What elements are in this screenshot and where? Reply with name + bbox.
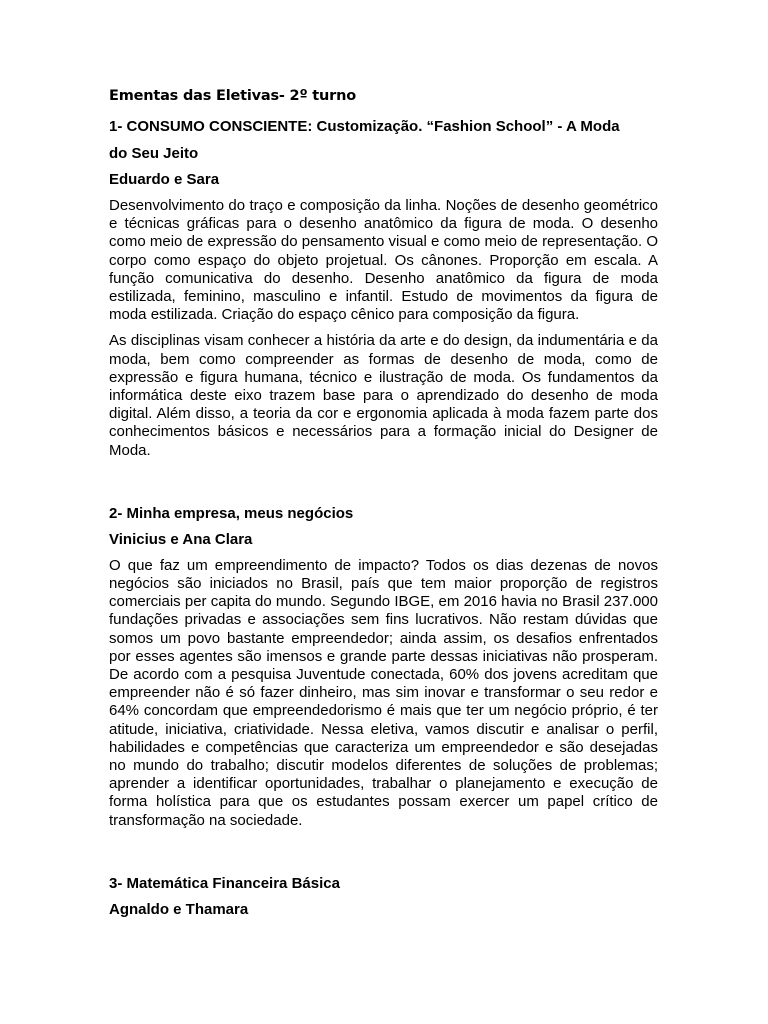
section-1-authors: Eduardo e Sara <box>109 171 220 188</box>
section-1-paragraph-2: As disciplinas visam conhecer a história da arte e do design, da indumentária e da moda, bem como compreender as formas de desenho de moda, como de expressão e figura humana, técnico e ilustração de moda. Os fundamentos da informática deste eixo trazem base para o aprendizado do desenho de moda digital. Além disso, a teoria da cor e ergonomia aplicada à moda fazem parte dos conhecimentos básicos e necessários para a formação inicial do Designer de Moda. <box>109 332 658 459</box>
section-1-paragraph-1: Desenvolvimento do traço e composição da linha. Noções de desenho geométrico e técnicas gráficas para o desenho anatômico da figura de moda. O desenho como meio de expressão do pensamento visual e como meio de representação. O corpo como espaço do objeto projetual. Os cânones. Proporção em escala. A função comunicativa do desenho. Desenho anatômico da figura de moda estilizada, feminino, masculino e infantil. Estudo de movimentos da figura de moda estilizada. Criação do espaço cênico para composição da figura. <box>109 197 658 324</box>
section-3 <box>109 870 658 923</box>
section-2 <box>109 500 658 830</box>
section-1 <box>109 113 658 460</box>
section-1-heading-line-2: do Seu Jeito <box>109 145 199 162</box>
section-spacer <box>109 838 658 870</box>
section-3-authors: Agnaldo e Thamara <box>109 900 249 918</box>
document-title: Ementas das Eletivas- 2º turno <box>109 88 356 104</box>
section-2-authors: Vinicius e Ana Clara <box>109 530 253 548</box>
section-2-heading: 2- Minha empresa, meus negócios <box>109 504 354 522</box>
section-2-paragraph-1: O que faz um empreendimento de impacto? Todos os dias dezenas de novos negócios são iniciados no Brasil, país que tem maior proporção de registros comerciais per capita do mundo. Segundo IBGE, em 2016 havia no Brasil 237.000 fundações privadas e associações sem fins lucrativos. Não restam dúvidas que somos um povo bastante empreendedor; ainda assim, os desafios enfrentados por esses agentes são imensos e grande parte dessas iniciativas não prosperam. De acordo com a pesquisa Juventude conectada, 60% dos jovens acreditam que empreender não é só fazer dinheiro, mas sim inovar e transformar o seu redor e 64% concordam que empreendedorismo é mais que ter um negócio próprio, é ter atitude, iniciativa, criatividade. Nessa eletiva, vamos discutir e analisar o perfil, habilidades e competências que caracteriza um empreendedor e são desejadas no mundo do trabalho; discutir modelos diferentes de soluções de problemas; aprender a identificar oportunidades, trabalhar o planejamento e execução de forma holística para que os estudantes possam exercer um papel crítico de transformação na sociedade. <box>109 556 658 829</box>
section-1-heading-line-1: 1- CONSUMO CONSCIENTE: Customização. “Fashion School” - A Moda <box>109 118 620 135</box>
section-spacer <box>109 468 658 500</box>
section-3-heading: 3- Matemática Financeira Básica <box>109 874 340 892</box>
